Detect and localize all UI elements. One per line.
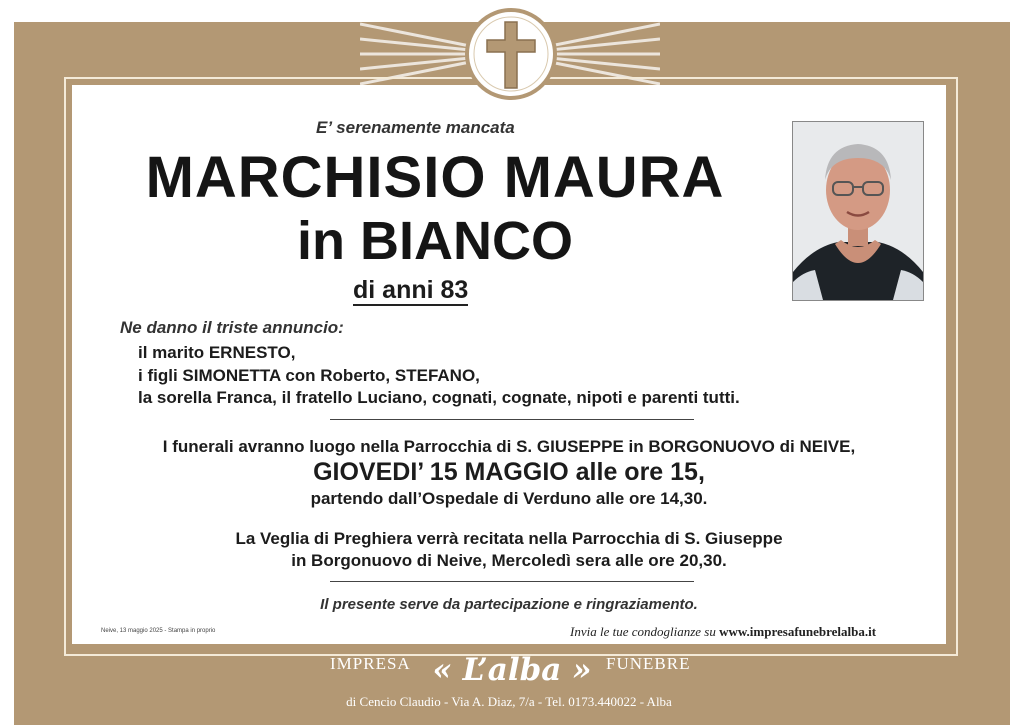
vigil-info-line1: La Veglia di Preghiera verrà recitata nella Parrocchia di S. Giuseppe — [235, 529, 783, 548]
relatives-line: la sorella Franca, il fratello Luciano, cognati, cognate, nipoti e parenti tutti. — [138, 388, 740, 407]
condolence-link[interactable]: www.impresafunebrelalba.it — [719, 624, 877, 639]
condolence-line — [570, 624, 876, 640]
print-footnote: Neive, 13 maggio 2025 - Stampa in proprio — [101, 628, 216, 634]
vigil-info-line2: in Borgonuovo di Neive, Mercoledì sera alle ore 20,30. — [291, 551, 727, 570]
company-logo: « L’alba » — [432, 652, 592, 688]
company-label-left: IMPRESA — [330, 654, 411, 673]
divider — [330, 419, 694, 420]
divider — [330, 581, 694, 582]
company-label-right: FUNEBRE — [606, 654, 691, 673]
cross-icon — [465, 8, 557, 100]
relatives-line: il marito ERNESTO, — [138, 343, 296, 362]
funeral-location: I funerali avranno luogo nella Parrocchia di S. GIUSEPPE in BORGONUOVO di NEIVE, — [162, 437, 856, 456]
portrait-photo — [792, 121, 924, 301]
subtitle: E’ serenamente mancata — [316, 118, 515, 137]
announcement-heading: Ne danno il triste annuncio: — [120, 318, 344, 337]
company-address: di Cencio Claudio - Via A. Diaz, 7/a - Tel. 0173.440022 - Alba — [346, 694, 672, 709]
relatives-line: i figli SIMONETTA con Roberto, STEFANO, — [138, 366, 480, 385]
deceased-name: MARCHISIO MAURA — [145, 145, 725, 210]
age: di anni 83 — [353, 276, 469, 304]
condolence-lead: Invia le tue condoglianze su — [570, 624, 716, 639]
funeral-date: GIOVEDI’ 15 MAGGIO alle ore 15, — [313, 458, 705, 486]
departure-info: partendo dall’Ospedale di Verduno alle ore 14,30. — [310, 489, 708, 508]
deceased-married-name: in BIANCO — [297, 211, 573, 271]
closing-statement: Il presente serve da partecipazione e ringraziamento. — [320, 596, 698, 613]
